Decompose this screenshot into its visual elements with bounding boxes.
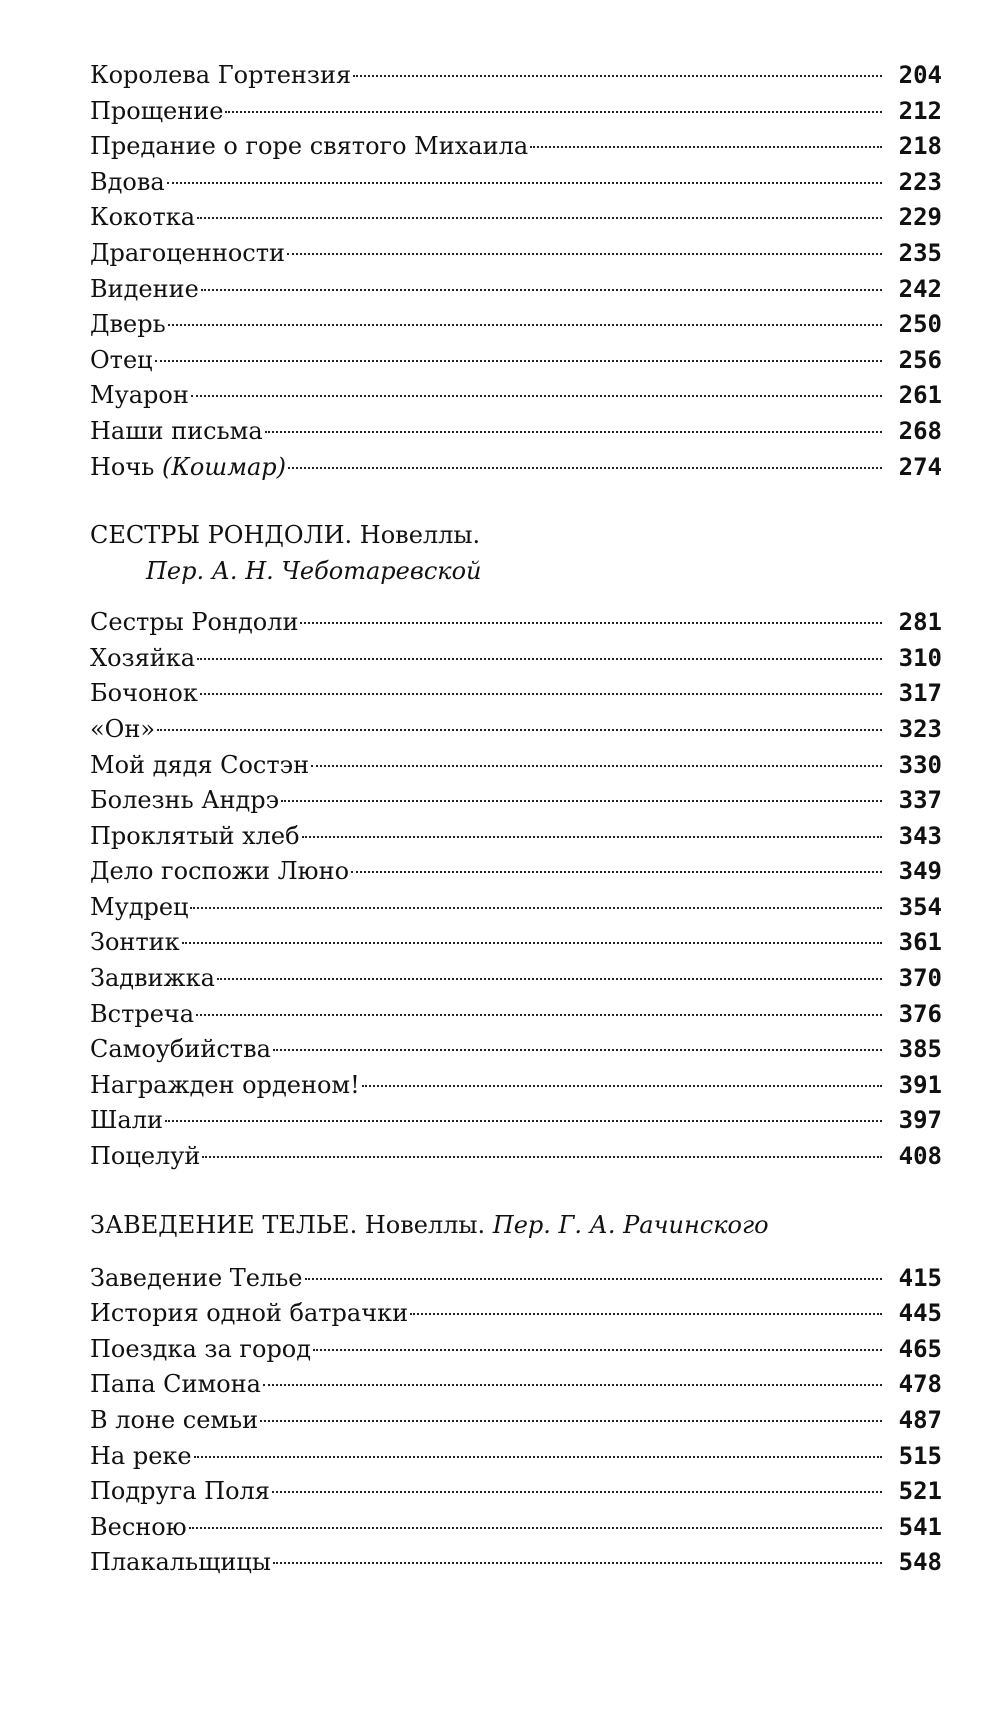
dot-leader <box>265 431 882 433</box>
entry-title: Бочонок <box>90 679 198 708</box>
entry-title: Дверь <box>90 310 166 339</box>
toc-entry <box>90 605 942 641</box>
entry-title: Весною <box>90 1512 187 1541</box>
dot-leader <box>288 467 882 469</box>
page-number: 256 <box>898 345 942 374</box>
entry-title: Хозяйка <box>90 643 196 672</box>
entry-title: Плакальщицы <box>90 1548 271 1577</box>
section-heading-title: ЗАВЕДЕНИЕ ТЕЛЬЕ. Новеллы. <box>90 1210 493 1239</box>
toc-entry <box>90 165 942 201</box>
toc-entry <box>90 819 942 855</box>
entry-title: Вдова <box>90 167 165 196</box>
dot-leader <box>273 1562 882 1564</box>
entry-title: Поцелуй <box>90 1142 201 1171</box>
toc-section-zavedenie-telie <box>90 1207 942 1581</box>
dot-leader <box>202 1156 882 1158</box>
entry-title: Прощение <box>90 96 224 125</box>
entry-title: «Он» <box>90 714 156 743</box>
entry-title <box>90 450 286 486</box>
dot-leader <box>311 765 882 767</box>
dot-leader <box>305 1278 882 1280</box>
page-number: 349 <box>898 857 942 886</box>
entry-title-subtitle: (Кошмар) <box>161 452 287 481</box>
toc-entry <box>90 129 942 165</box>
page-number: 370 <box>898 964 942 993</box>
dot-leader <box>272 1491 882 1493</box>
toc-entry <box>90 1296 942 1332</box>
toc-entry <box>90 712 942 748</box>
page-number: 548 <box>898 1548 942 1577</box>
page-number: 281 <box>898 608 942 637</box>
toc-entry <box>90 748 942 784</box>
dot-leader <box>155 360 882 362</box>
page-number: 376 <box>898 999 942 1028</box>
page-number: 415 <box>898 1263 942 1292</box>
toc-entry <box>90 890 942 926</box>
entry-title: Поездка за город <box>90 1334 312 1363</box>
entry-title: Дело госпожи Люно <box>90 857 350 886</box>
page-number: 268 <box>898 416 942 445</box>
page-number: 323 <box>898 714 942 743</box>
section-heading <box>90 1207 942 1243</box>
page-number: 337 <box>898 786 942 815</box>
dot-leader <box>263 1384 882 1386</box>
dot-leader <box>281 800 882 802</box>
entry-title: Папа Симона <box>90 1370 261 1399</box>
dot-leader <box>196 1014 882 1016</box>
entry-title: Задвижка <box>90 964 215 993</box>
page-number: 274 <box>898 452 942 481</box>
page-number: 465 <box>898 1334 942 1363</box>
toc-entry <box>90 676 942 712</box>
toc-entry <box>90 272 942 308</box>
page-number: 391 <box>898 1070 942 1099</box>
toc-entry <box>90 1439 942 1475</box>
entry-title: В лоне семьи <box>90 1406 259 1434</box>
page-number: 229 <box>898 203 942 232</box>
toc-entry <box>90 783 942 819</box>
toc-entry <box>90 1139 942 1175</box>
toc-entry <box>90 1103 942 1139</box>
dot-leader <box>260 1420 882 1422</box>
dot-leader <box>273 1049 882 1051</box>
toc-entry <box>90 343 942 379</box>
dot-leader <box>191 395 882 397</box>
entry-title-main: Ночь <box>90 452 162 481</box>
dot-leader <box>167 182 882 184</box>
dot-leader <box>197 658 882 660</box>
toc-entry <box>90 1474 942 1510</box>
entry-title: Шали <box>90 1106 163 1135</box>
page-number: 250 <box>898 310 942 339</box>
toc-entry <box>90 1510 942 1546</box>
toc-entry <box>90 1032 942 1068</box>
entry-title: Заведение Телье <box>90 1263 303 1292</box>
page-number: 397 <box>898 1106 942 1135</box>
page-number: 330 <box>898 750 942 779</box>
page-number: 242 <box>898 274 942 303</box>
page-number: 317 <box>898 679 942 708</box>
page-number: 541 <box>898 1512 942 1541</box>
toc-entry <box>90 450 942 486</box>
dot-leader <box>200 693 882 695</box>
table-of-contents-page <box>90 58 942 1581</box>
toc-entry <box>90 378 942 414</box>
toc-entry <box>90 414 942 450</box>
dot-leader <box>410 1313 882 1315</box>
toc-entry <box>90 925 942 961</box>
dot-leader <box>189 1527 882 1529</box>
entry-title: Кокотка <box>90 203 196 232</box>
page-number: 235 <box>898 238 942 267</box>
entry-title: Награжден орденом! <box>90 1070 360 1099</box>
dot-leader <box>530 146 882 148</box>
toc-entry <box>90 58 942 94</box>
dot-leader <box>353 75 882 77</box>
entry-title: Отец <box>90 345 153 374</box>
dot-leader <box>190 907 882 909</box>
entry-title: Предание о горе святого Михаила <box>90 132 529 161</box>
section-translator: Пер. А. Н. Чеботаревской <box>146 557 482 586</box>
page-number: 445 <box>898 1299 942 1328</box>
toc-entry <box>90 1332 942 1368</box>
dot-leader <box>351 871 882 873</box>
entry-title: Королева Гортензия <box>90 61 352 89</box>
page-number: 218 <box>898 132 942 161</box>
entry-title: Драгоценности <box>90 238 285 267</box>
dot-leader <box>168 324 882 326</box>
dot-leader <box>362 1085 882 1087</box>
toc-entry <box>90 1545 942 1581</box>
toc-entry <box>90 641 942 677</box>
dot-leader <box>302 836 882 838</box>
dot-leader <box>165 1120 882 1122</box>
entry-title: Мой дядя Состэн <box>90 750 310 779</box>
toc-entry <box>90 1068 942 1104</box>
dot-leader <box>197 217 882 219</box>
page-number: 212 <box>898 96 942 125</box>
page-number: 521 <box>898 1477 942 1506</box>
dot-leader <box>225 111 882 113</box>
page-number: 354 <box>898 892 942 921</box>
entry-title: Подруга Поля <box>90 1477 270 1506</box>
entry-title: Встреча <box>90 999 195 1028</box>
section-translator: Пер. Г. А. Рачинского <box>492 1210 769 1239</box>
toc-group-part1 <box>90 58 942 485</box>
toc-entry <box>90 200 942 236</box>
entry-title: Муарон <box>90 381 189 410</box>
page-number: 223 <box>898 167 942 196</box>
page-number: 261 <box>898 381 942 410</box>
entry-title: Зонтик <box>90 928 180 957</box>
toc-entry <box>90 1261 942 1297</box>
page-number: 361 <box>898 928 942 957</box>
page-number: 515 <box>898 1441 942 1470</box>
toc-entry <box>90 997 942 1033</box>
entry-title: Болезнь Андрэ <box>90 786 280 815</box>
toc-entry <box>90 854 942 890</box>
dot-leader <box>194 1456 882 1458</box>
dot-leader <box>182 942 882 944</box>
entry-title: Сестры Рондоли <box>90 608 299 637</box>
entry-title: Проклятый хлеб <box>90 821 300 850</box>
page-number: 487 <box>898 1406 942 1434</box>
entry-title: Наши письма <box>90 416 263 445</box>
toc-entry <box>90 236 942 272</box>
section-heading: СЕСТРЫ РОНДОЛИ. Новеллы. <box>90 521 481 550</box>
page-number: 408 <box>898 1142 942 1171</box>
dot-leader <box>157 729 882 731</box>
page-number: 310 <box>898 643 942 672</box>
page-number: 343 <box>898 821 942 850</box>
toc-section-sestry-rondoli <box>90 517 942 1175</box>
toc-entry <box>90 961 942 997</box>
toc-entry <box>90 1367 942 1403</box>
page-number: 204 <box>898 61 942 89</box>
dot-leader <box>313 1349 882 1351</box>
page-number: 385 <box>898 1035 942 1064</box>
dot-leader <box>201 289 882 291</box>
entry-title: Видение <box>90 274 199 303</box>
toc-entry <box>90 94 942 130</box>
dot-leader <box>287 253 882 255</box>
toc-entry <box>90 307 942 343</box>
entry-title: Мудрец <box>90 892 189 921</box>
dot-leader <box>300 622 882 624</box>
entry-title: На реке <box>90 1441 192 1470</box>
page-number: 478 <box>898 1370 942 1399</box>
dot-leader <box>217 978 882 980</box>
toc-entry <box>90 1403 942 1439</box>
entry-title: Самоубийства <box>90 1035 271 1064</box>
entry-title: История одной батрачки <box>90 1299 409 1328</box>
